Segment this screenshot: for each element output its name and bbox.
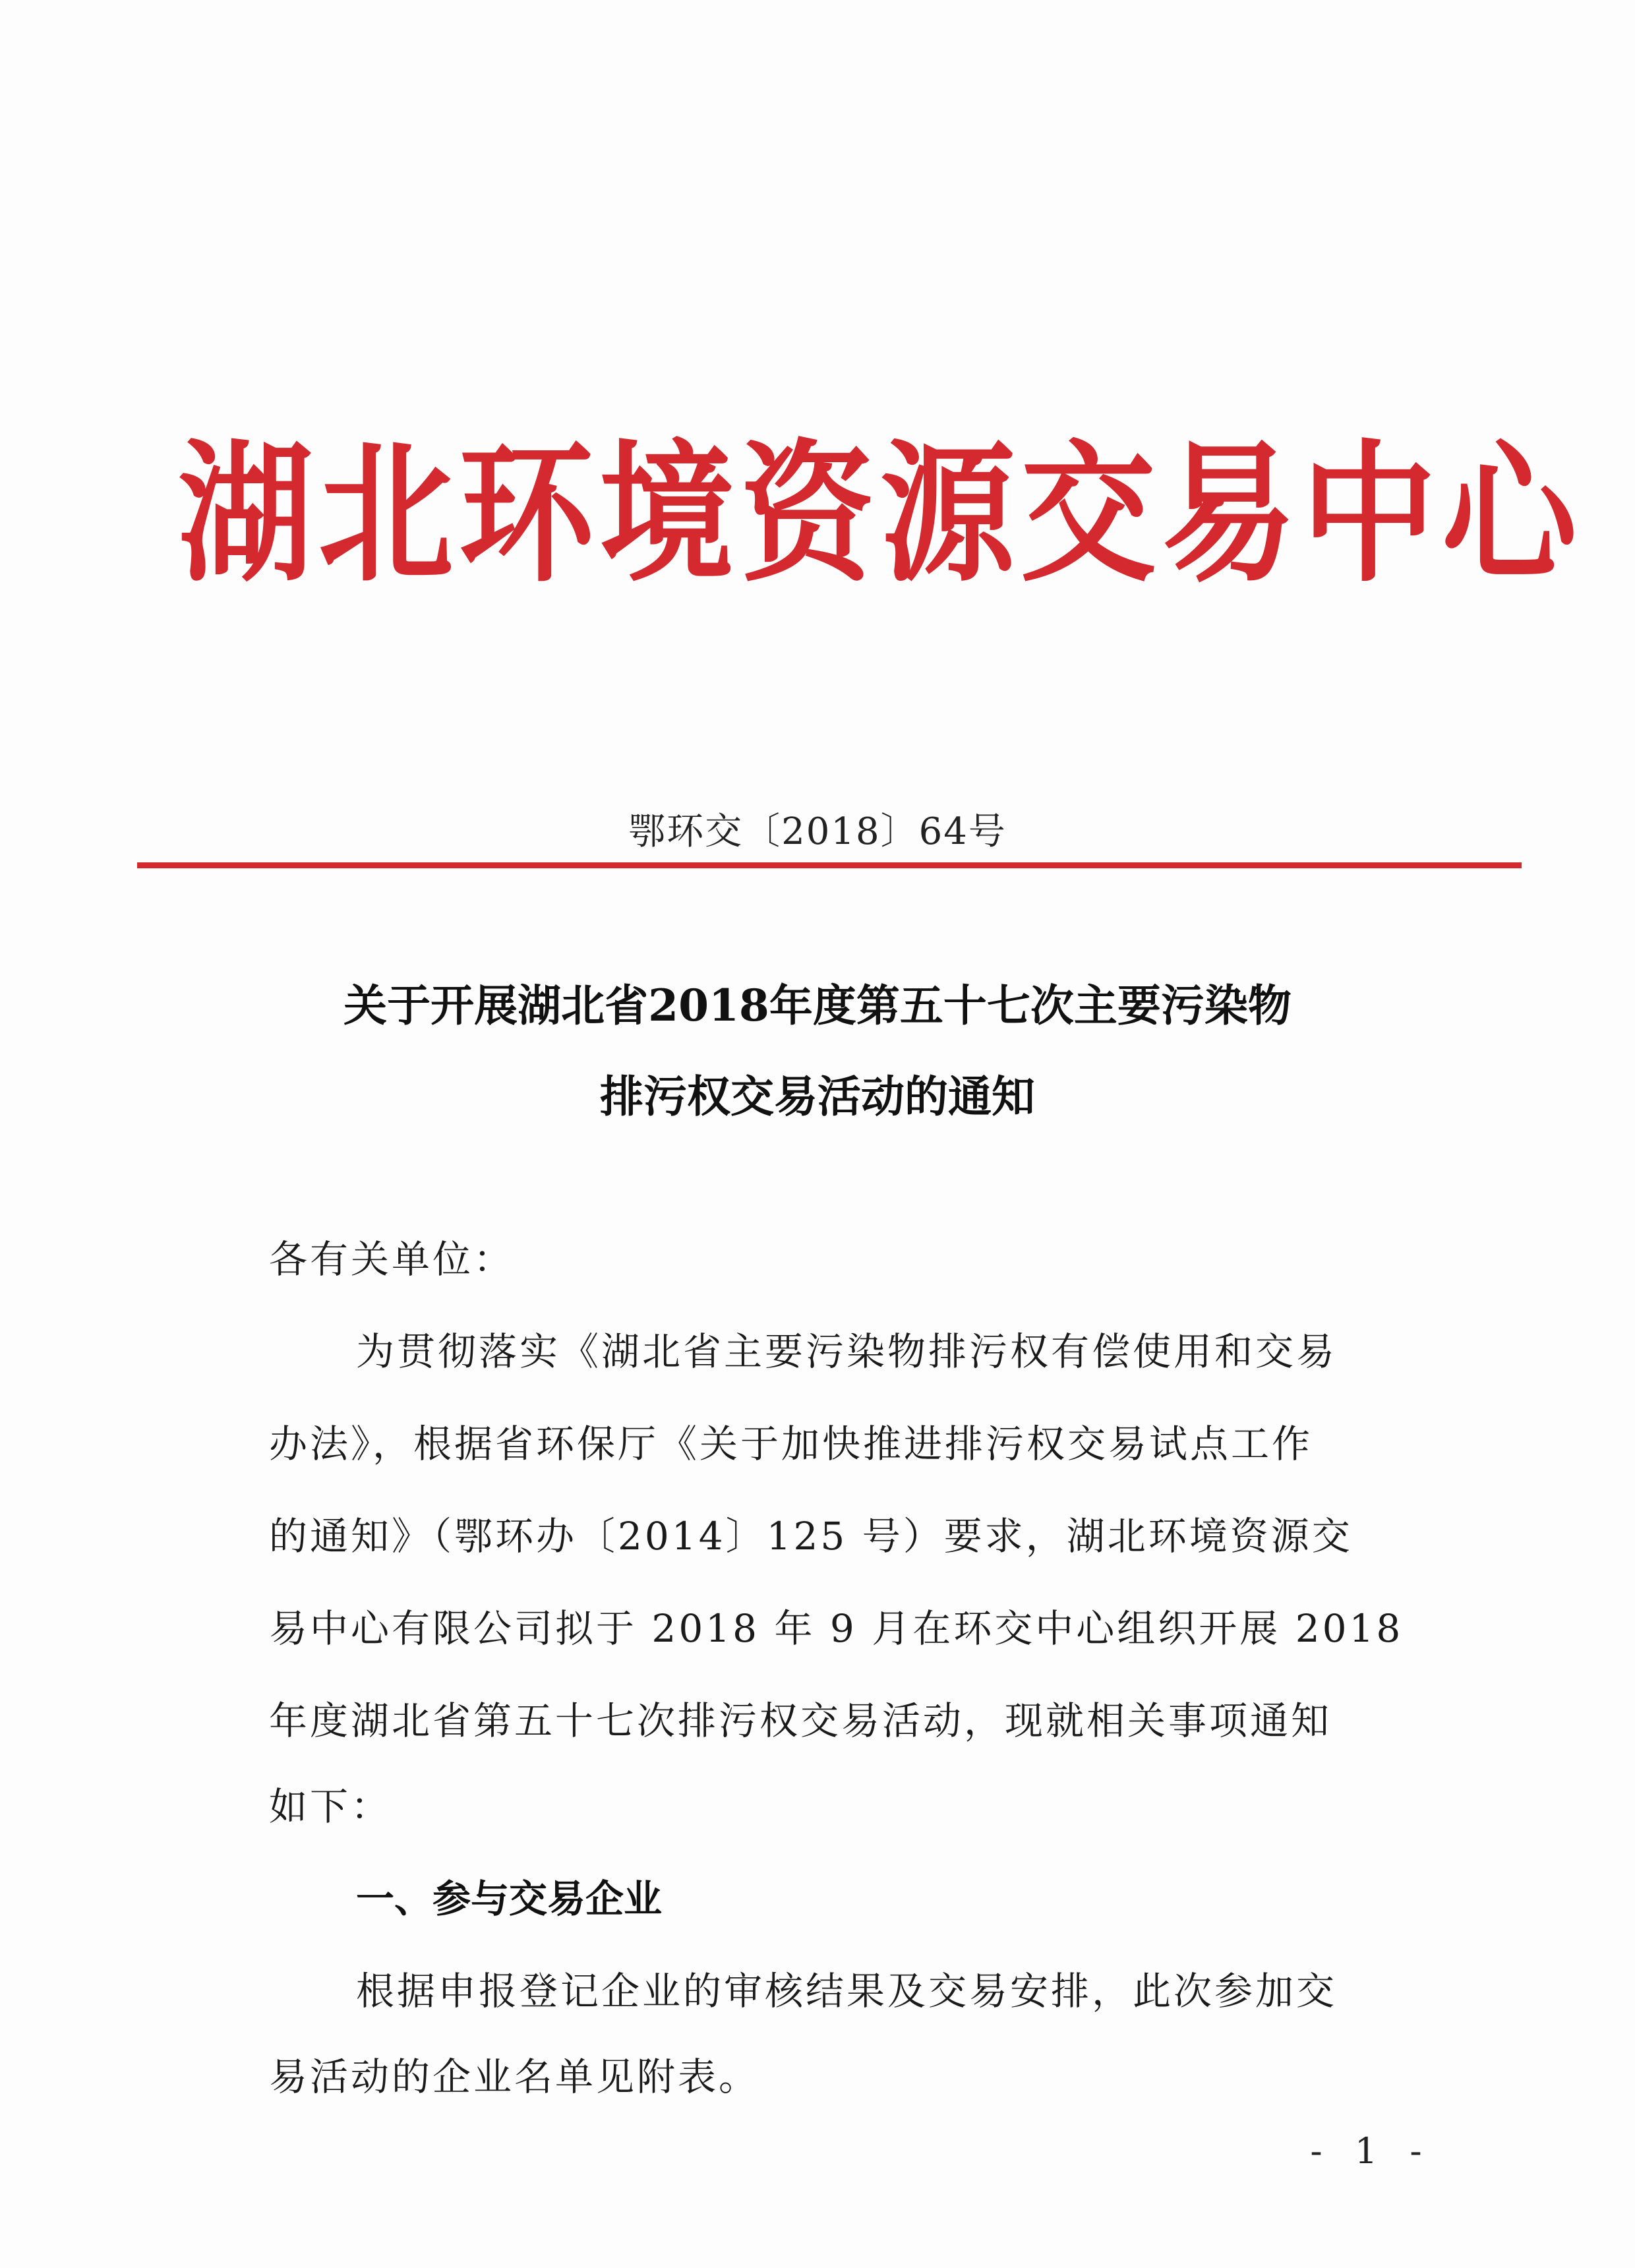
paragraph-1-line: 的通知》（鄂环办〔2014〕125 号）要求，湖北环境资源交 xyxy=(269,1514,1353,1559)
section-heading: 一、参与交易企业 xyxy=(356,1876,663,1921)
document-number: 鄂环交〔2018〕64号 xyxy=(628,810,1007,853)
paragraph-1-line: 办法》，根据省环保厅《关于加快推进排污权交易试点工作 xyxy=(269,1421,1313,1466)
page-number: - 1 - xyxy=(1310,2130,1433,2172)
notice-title-line-2: 排污权交易活动的通知 xyxy=(600,1071,1035,1122)
salutation: 各有关单位： xyxy=(269,1237,515,1282)
paragraph-2-line: 根据申报登记企业的审核结果及交易安排，此次参加交 xyxy=(356,1969,1338,2014)
issuing-organization-header: 湖北环境资源交易中心 xyxy=(178,425,1582,603)
paragraph-1-line: 年度湖北省第五十七次排污权交易活动，现就相关事项通知 xyxy=(269,1698,1332,1743)
notice-title-line-1: 关于开展湖北省2018年度第五十七次主要污染物 xyxy=(343,980,1292,1031)
paragraph-1-line: 如下： xyxy=(269,1784,392,1829)
red-divider-line xyxy=(137,862,1522,868)
paragraph-1-line: 易中心有限公司拟于 2018 年 9 月在环交中心组织开展 2018 xyxy=(269,1606,1404,1651)
paragraph-1-line: 为贯彻落实《湖北省主要污染物排污权有偿使用和交易 xyxy=(356,1329,1338,1374)
paragraph-2-line: 易活动的企业名单见附表。 xyxy=(269,2054,760,2099)
